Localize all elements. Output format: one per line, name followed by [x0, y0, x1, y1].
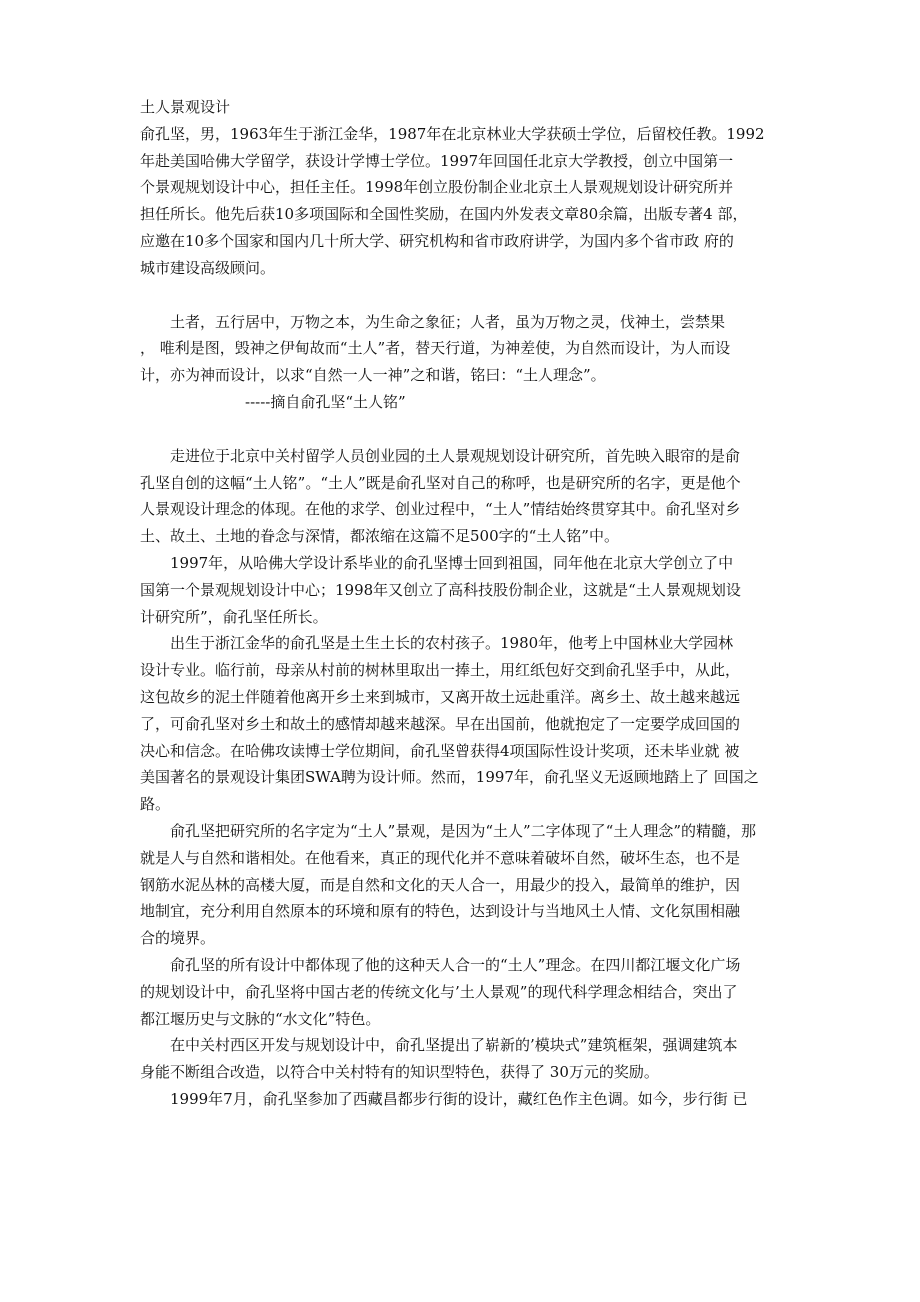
quote-source: -----摘自俞孔坚“土人铭” [245, 392, 406, 411]
blank-line [140, 282, 800, 309]
text-line: 都江堰历史与文脉的“水文化”特色。 [140, 1009, 381, 1028]
text-line: 路。 [140, 795, 171, 814]
text-line: 1997年，从哈佛大学设计系毕业的俞孔坚博士回到祖国，同年他在北京大学创立了中 [170, 553, 734, 572]
document-title: 土人景观设计 [140, 98, 231, 116]
text-line: 这包故乡的泥土伴随着他离开乡土来到城市，又离开故土远赴重洋。离乡土、故土越来越远 [140, 687, 741, 706]
text-line: ， 唯利是图，毁神之伊甸故而“土人”者，替天行道，为神差使，为自然而设计，为人而设 [140, 339, 731, 358]
bio-paragraph [140, 121, 800, 282]
text-line: 担任所长。他先后获10多项国际和全国性奖励，在国内外发表文章80余篇，出版专著4 部， [140, 205, 748, 224]
text-line: 俞孔坚，男，1963年生于浙江金华，1987年在北京林业大学获硕士学位，后留校任教。1992 [140, 124, 765, 143]
paragraph-2 [140, 550, 800, 630]
text-line: 的规划设计中，俞孔坚将中国古老的传统文化与’土人景观”的现代科学理念相结合，突出了 [140, 982, 738, 1001]
blank-line [140, 416, 800, 443]
text-line: 年赴美国哈佛大学留学，获设计学博士学位。1997年回国任北京大学教授，创立中国第一 [140, 151, 734, 170]
paragraph-1 [140, 443, 800, 550]
text-line: 设计专业。临行前，母亲从村前的树林里取出一捧土，用红纸包好交到俞孔坚手中，从此， [140, 661, 741, 680]
text-line: 决心和信念。在哈佛攻读博士学位期间，俞孔坚曾获得4项国际性设计奖项，还未毕业就 被 [140, 741, 740, 760]
text-line: 俞孔坚的所有设计中都体现了他的这种天人合一的“土人”理念。在四川都江堰文化广场 [170, 955, 741, 974]
text-line: 合的境界。 [140, 929, 216, 948]
paragraph-3 [140, 630, 800, 818]
text-line: 身能不断组合改造，以符合中关村特有的知识型特色，获得了 30万元的奖励。 [140, 1063, 659, 1082]
paragraph-7 [140, 1086, 800, 1113]
text-line: 人景观设计理念的体现。在他的求学、创业过程中，“土人”情结始终贯穿其中。俞孔坚对乡 [140, 500, 741, 519]
text-line: 地制宜，充分利用自然原本的环境和原有的特色，达到设计与当地风土人情、文化氛围相融 [140, 902, 741, 921]
text-line: 了，可俞孔坚对乡土和故土的感情却越来越深。早在出国前，他就抱定了一定要学成回国的 [140, 714, 741, 733]
text-line: 就是人与自然和谐相处。在他看来，真正的现代化并不意味着破坏自然，破坏生态，也不是 [140, 848, 741, 867]
paragraph-4 [140, 818, 800, 952]
quote-paragraph [140, 309, 800, 416]
text-line: 计，亦为神而设计，以求“自然一人一神”之和谐，铭曰：“土人理念”。 [140, 366, 606, 385]
text-line: 1999年7月，俞孔坚参加了西藏昌都步行街的设计，藏红色作主色调。如今，步行街 已 [170, 1089, 748, 1108]
text-line: 个景观规划设计中心，担任主任。1998年创立股份制企业北京土人景观规划设计研究所并 [140, 178, 734, 197]
text-line: 走进位于北京中关村留学人员创业园的土人景观规划设计研究所，首先映入眼帘的是俞 [170, 446, 741, 465]
text-line: 土、故土、土地的眷念与深情，都浓缩在这篇不足500字的“土人铭”中。 [140, 527, 619, 546]
text-line: 计研究所”，俞孔坚任所长。 [140, 607, 328, 626]
text-line: 俞孔坚把研究所的名字定为“土人”景观，是因为“土人”二字体现了“土人理念”的精髓，那 [170, 821, 757, 840]
paragraph-5 [140, 952, 800, 1032]
text-line: 孔坚自创的这幅“土人铭”。“土人”既是俞孔坚对自己的称呼，也是研究所的名字，更是他个 [140, 473, 741, 492]
text-line: 土者，五行居中，万物之本，为生命之象征；人者，虽为万物之灵，伐神土，尝禁果 [170, 312, 726, 331]
text-line: 美国著名的景观设计集团SWA聘为设计师。然而，1997年，俞孔坚义无返顾地踏上了 回国之 [140, 768, 759, 787]
text-line: 在中关村西区开发与规划设计中，俞孔坚提出了崭新的’模块式”建筑框架，强调建筑本 [170, 1036, 738, 1055]
text-line: 国第一个景观规划设计中心；1998年又创立了高科技股份制企业，这就是“土人景观规划设 [140, 580, 741, 599]
text-line: 钢筋水泥丛林的高楼大厦，而是自然和文化的天人合一，用最少的投入，最简单的维护，因 [140, 875, 741, 894]
text-line: 城市建设高级顾问。 [140, 258, 276, 277]
text-line: 应邀在10多个国家和国内几十所大学、研究机构和省市政府讲学，为国内多个省市政 府的 [140, 231, 734, 250]
document-body [140, 94, 800, 1113]
paragraph-6 [140, 1032, 800, 1086]
text-line: 出生于浙江金华的俞孔坚是土生土长的农村孩子。1980年，他考上中国林业大学园林 [170, 634, 734, 653]
